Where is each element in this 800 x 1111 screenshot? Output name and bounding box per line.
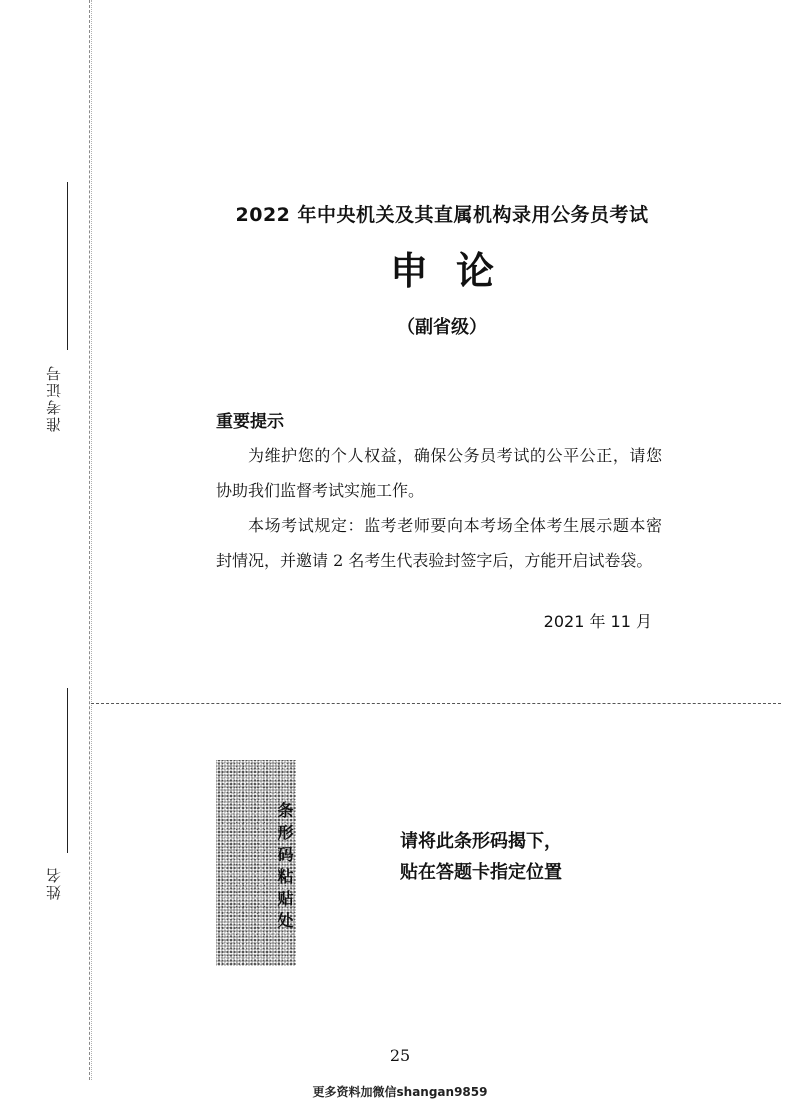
name-write-line (67, 688, 68, 853)
admission-number-write-line (67, 182, 68, 350)
barcode-sticker-area[interactable] (216, 760, 296, 966)
footer-watermark: 更多资料加微信shangan9859 (312, 1085, 488, 1099)
sub-title: （副省级） (397, 317, 487, 338)
barcode-instruction-line-2: 贴在答题卡指定位置 (400, 862, 562, 883)
page-number: 25 (389, 1046, 411, 1065)
barcode-instruction-line-1: 请将此条形码揭下， (400, 831, 562, 852)
name-label: 姓名 (45, 866, 63, 900)
tear-off-line (91, 703, 781, 704)
notice-paragraph-2: 本场考试规定：监考老师要向本考场全体考生展示题本密封情况，并邀请 2 名考生代表验封签字后，方能开启试卷袋。 (216, 516, 662, 570)
barcode-instruction (400, 826, 562, 888)
notice-paragraph-1: 为维护您的个人权益，确保公务员考试的公平公正，请您协助我们监督考试实施工作。 (216, 446, 662, 500)
admission-number-label: 准考证号 (45, 364, 63, 432)
binding-dashed-line (89, 0, 90, 1080)
exam-title: 2022 年中央机关及其直属机构录用公务员考试 (235, 204, 649, 226)
notice-date: 2021 年 11 月 (543, 612, 652, 631)
notice-heading: 重要提示 (216, 412, 284, 432)
barcode-area-label: 条形码粘贴处 (275, 802, 294, 934)
main-title: 申论 (389, 248, 522, 293)
binding-dotted-line (91, 0, 92, 1080)
